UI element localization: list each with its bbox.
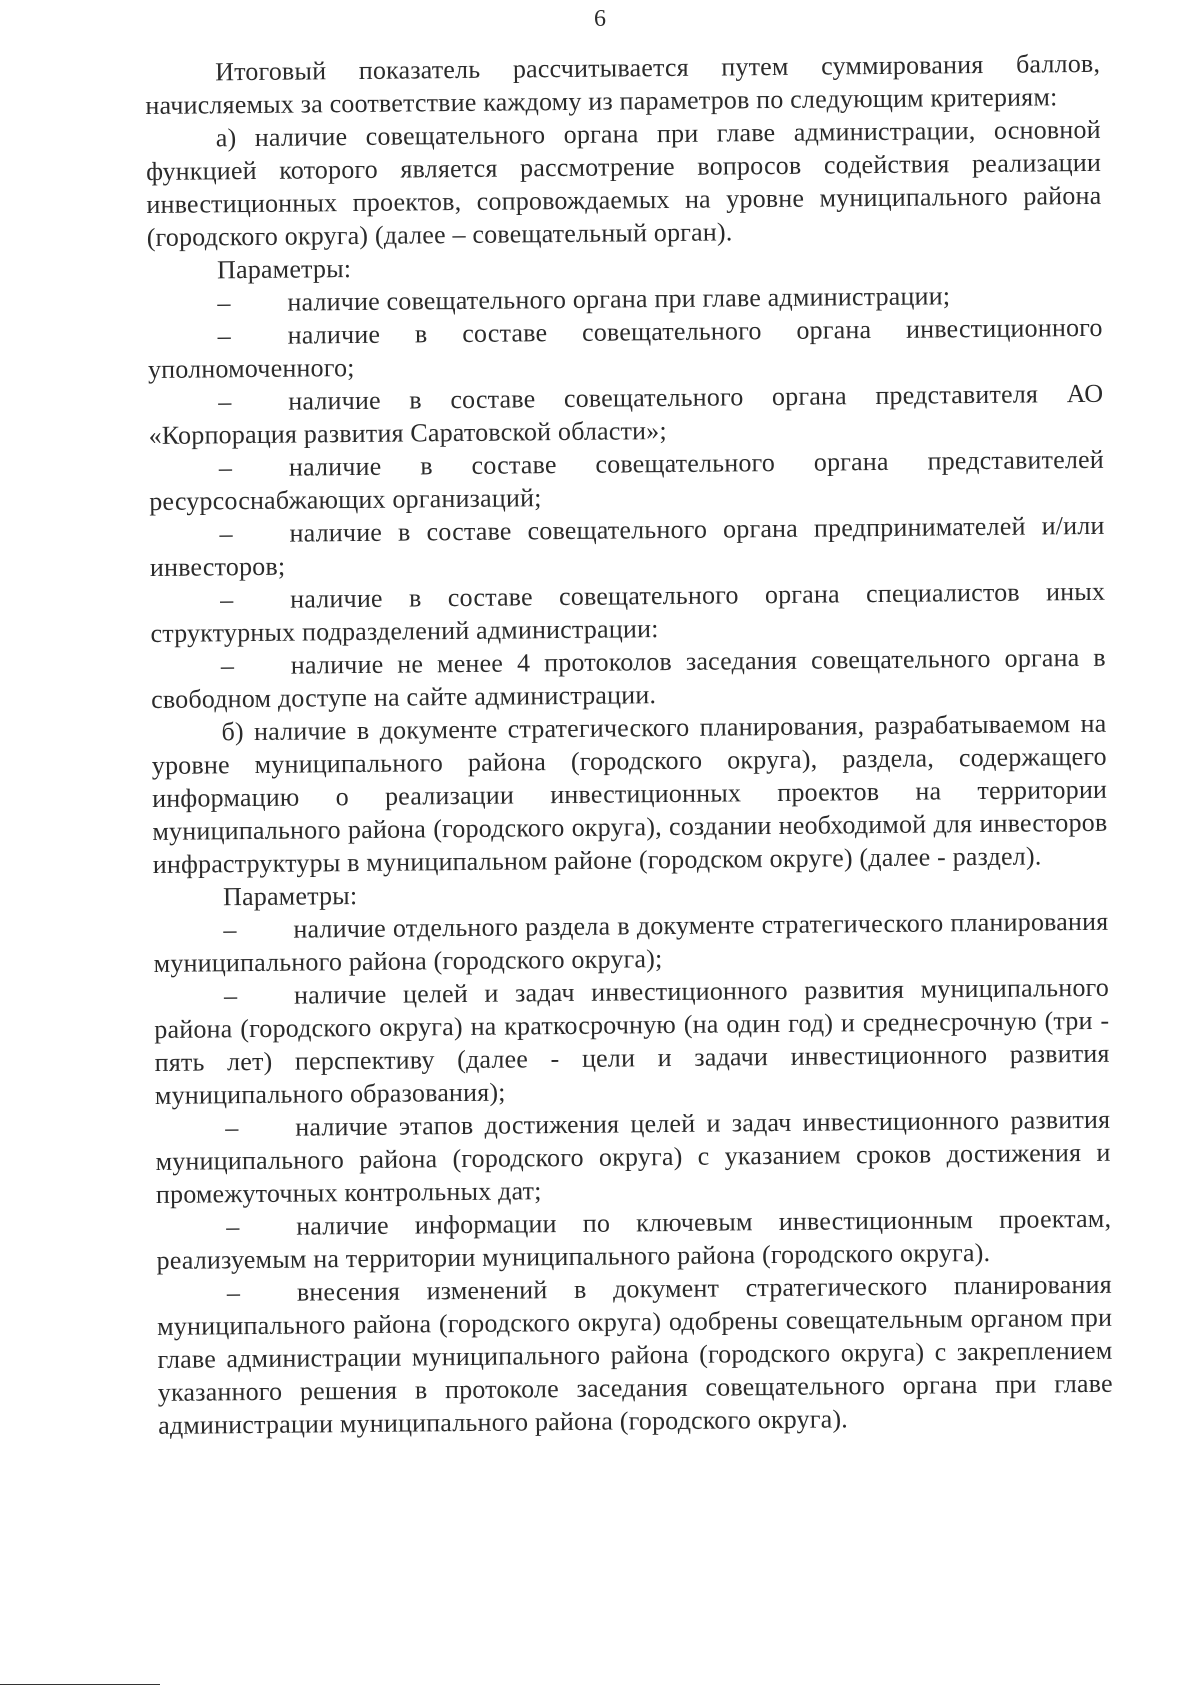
list-item [148, 377, 1104, 452]
list-dash: – [226, 1212, 240, 1242]
list-dash: – [223, 915, 237, 945]
page-number: 6 [594, 6, 606, 32]
list-item [150, 575, 1106, 650]
list-dash: – [218, 453, 233, 483]
list-item-text: наличие не менее 4 протоколов заседания совещательного органа в свободном доступе на сайте администрации. [151, 642, 1106, 714]
list-item-text: внесения изменений в документ стратегического планирования муниципального района (городского округа) одобрены совещательным органом при главе администрации муниципального района (городского округа) с закреплением указанного решения в протоколе заседания совещательного органа при главе администрации муниципального района (городского округа). [157, 1269, 1113, 1440]
list-dash: – [226, 1278, 241, 1308]
list-item-text: наличие отдельного раздела в документе стратегического планирования муниципального района (городского округа); [153, 906, 1109, 978]
list-item [157, 1268, 1114, 1442]
parameters-heading: Параметры: [222, 881, 358, 912]
list-item-text: наличие этапов достижения целей и задач инвестиционного развития муниципального района (городского округа) с указанием сроков достижения и промежуточных контрольных дат; [155, 1104, 1111, 1209]
list-item-text: наличие в составе совещательного органа инвестиционного уполномоченного; [147, 312, 1103, 384]
list-item [154, 971, 1110, 1112]
parameters-heading: Параметры: [216, 254, 352, 285]
list-item-text: наличие информации по ключевым инвестиционным проектам, реализуемым на территории муниципального района (городского округа). [156, 1203, 1112, 1275]
list-item [149, 509, 1105, 584]
list-item-text: наличие в составе совещательного органа специалистов иных структурных подразделений администрации: [150, 576, 1106, 648]
list-item [155, 1103, 1111, 1211]
list-item-text: наличие в составе совещательного органа предпринимателей и/или инвесторов; [149, 510, 1105, 582]
list-dash: – [220, 651, 235, 681]
paragraph-text: Итоговый показатель рассчитывается путем суммирования баллов, начисляемых за соответствие каждому из параметров по следующим критериям: [145, 48, 1101, 120]
list-item-text: наличие в составе совещательного органа представителей ресурсоснабжающих организаций; [149, 444, 1105, 516]
list-dash: – [217, 288, 231, 318]
list-item-text: наличие в составе совещательного органа представителя АО «Корпорация развития Саратовской области»; [148, 378, 1104, 450]
paragraph-text: б) наличие в документе стратегического планирования, разрабатываемом на уровне муниципального района (городского округа), раздела, содержащего информацию о реализации инвестиционных проектов на территории муниципального района (городского округа), создании необходимой для инвесторов инфраструктуры в муниципальном районе (городском округе) (далее - раздел). [151, 708, 1108, 879]
paragraph-text: а) наличие совещательного органа при главе администрации, основной функцией которого является рассмотрение вопросов содействия реализации инвестиционных проектов, сопровождаемых на уровне муниципального района (городского округа) (далее – совещательный орган). [145, 114, 1102, 252]
list-item-text: наличие совещательного органа при главе администрации; [287, 281, 951, 317]
list-item-text: наличие целей и задач инвестиционного развития муниципального района (городского округа) на краткосрочную (на один год) и среднесрочную (три - пять лет) перспективу (далее - цели и задачи инвестиционного развития муниципального образования); [154, 972, 1110, 1110]
intro-paragraph [145, 47, 1101, 122]
list-item [156, 1202, 1112, 1277]
list-item [148, 311, 1104, 386]
list-item [151, 641, 1107, 716]
list-item [149, 443, 1105, 518]
list-dash: – [220, 585, 234, 615]
list-dash: – [218, 387, 232, 417]
criterion-a-paragraph [146, 113, 1102, 254]
footnote-rule [0, 1684, 160, 1685]
list-dash: – [225, 1113, 239, 1143]
document-body [145, 47, 1113, 1442]
list-item [153, 905, 1109, 980]
list-dash: – [219, 519, 233, 549]
criterion-b-paragraph [151, 707, 1108, 881]
list-dash: – [217, 321, 232, 351]
list-dash: – [223, 981, 238, 1011]
